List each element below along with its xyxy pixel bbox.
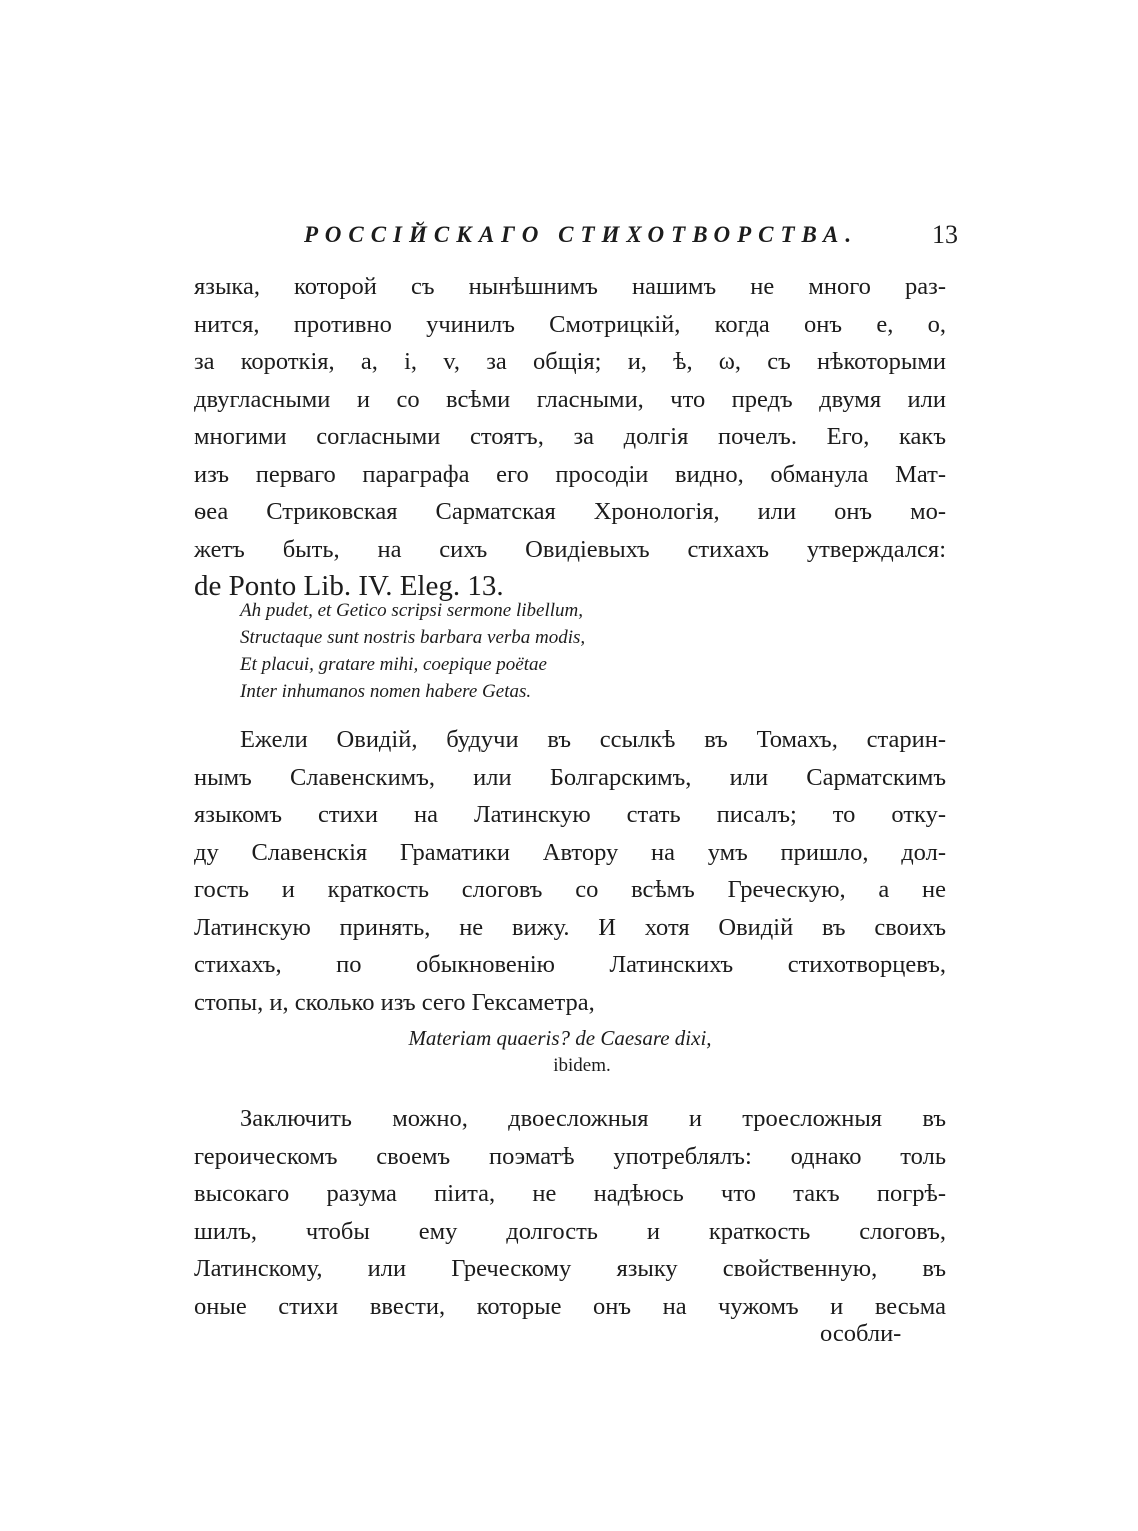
verse-line: Inter inhumanos nomen habere Getas. xyxy=(240,681,532,702)
text-line: языкомъ стихи на Латинскую стать писалъ; то отку- xyxy=(194,801,946,828)
text-line: жетъ быть, на сихъ Овидіевыхъ стихахъ утверждался: xyxy=(194,535,946,563)
paragraph-1 xyxy=(194,268,946,606)
text-line: стопы, и, сколько изъ сего Гексаметра, xyxy=(194,988,595,1016)
text-line: героическомъ своемъ поэматѣ употреблялъ: однако толь xyxy=(194,1142,946,1170)
text-line: двугласными и со всѣми гласными, что предъ двумя или xyxy=(194,385,946,413)
text-line: ѳеа Стриковская Сарматская Хронологія, или онъ мо- xyxy=(194,498,946,525)
text-line: изъ перваго параграфа его просодіи видно, обманула Мат- xyxy=(194,460,946,488)
verse-line: Ah pudet, et Getico scripsi sermone libellum, xyxy=(240,600,583,621)
text-line: нымъ Славенскимъ, или Болгарскимъ, или Сарматскимъ xyxy=(194,763,946,791)
quote-line: Materiam quaeris? de Caesare dixi, xyxy=(408,1026,712,1050)
verse-line: Et placui, gratare mihi, coepique poëtae xyxy=(240,654,547,675)
text-line: нится, противно учинилъ Смотрицкій, когда онъ е, о, xyxy=(194,310,946,338)
text-line: Ежели Овидій, будучи въ ссылкѣ въ Томахъ, старин- xyxy=(240,726,946,753)
text-line: Латинскую принять, не вижу. И хотя Овидій въ своихъ xyxy=(194,913,946,941)
text-line: Латинскому, или Греческому языку свойственную, въ xyxy=(194,1255,946,1282)
running-header xyxy=(298,222,958,262)
text-line: оные стихи ввести, которые онъ на чужомъ и весьма xyxy=(194,1292,946,1320)
latin-verse-block xyxy=(240,597,585,705)
text-line: за короткія, а, і, v, за общія; и, ѣ, ω, съ нѣкоторыми xyxy=(194,348,946,375)
page-number: 13 xyxy=(932,220,958,249)
citation-line: de Ponto Lib. IV. Eleg. 13. xyxy=(194,570,504,602)
text-line: шилъ, чтобы ему долгость и краткость слоговъ, xyxy=(194,1217,946,1245)
paragraph-3 xyxy=(194,1100,946,1325)
paragraph-2 xyxy=(194,721,946,1021)
text-line: высокаго разума піита, не надѣюсь что такъ погрѣ- xyxy=(194,1180,946,1207)
text-line: ду Славенскія Граматики Автору на умъ пришло, дол- xyxy=(194,838,946,866)
text-line: гость и краткость слоговъ со всѣмъ Греческую, а не xyxy=(194,876,946,903)
text-line: языка, которой съ нынѣшнимъ нашимъ не много раз- xyxy=(194,273,946,300)
text-line: Заключить можно, двоесложныя и троесложныя въ xyxy=(240,1105,946,1132)
catchword: особли- xyxy=(820,1320,902,1347)
verse-line: Structaque sunt nostris barbara verba modis, xyxy=(240,627,586,648)
quote-source: ibidem. xyxy=(553,1055,611,1076)
text-line: многими согласными стоятъ, за долгія почелъ. Его, какъ xyxy=(194,423,946,450)
text-line: стихахъ, по обыкновенію Латинскихъ стихотворцевъ, xyxy=(194,951,946,978)
latin-quote-block xyxy=(300,1024,820,1080)
running-title: РОССІЙСКАГО СТИХОТВОРСТВА. xyxy=(304,222,859,247)
